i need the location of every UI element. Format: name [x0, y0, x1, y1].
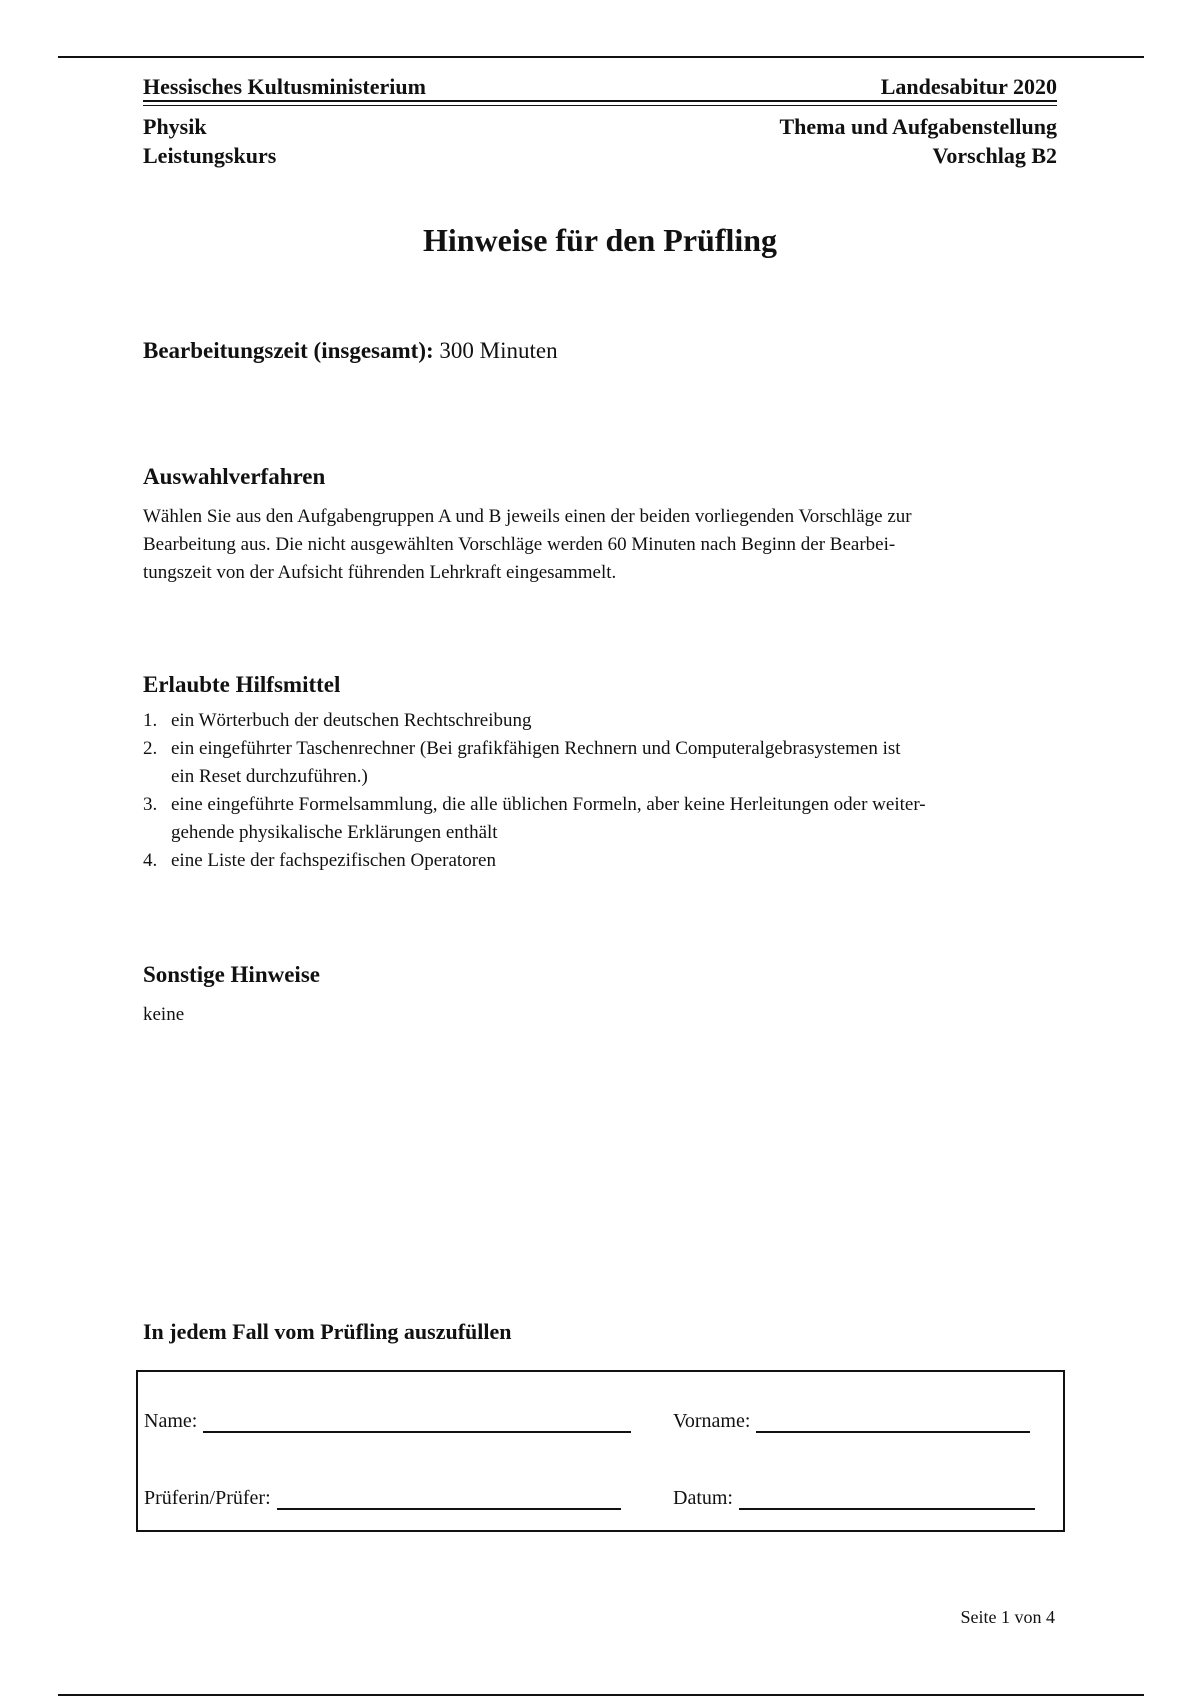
- selection-text: [143, 503, 1063, 587]
- examiner-label: Prüferin/Prüfer:: [144, 1487, 271, 1509]
- name-label: Name:: [144, 1410, 198, 1432]
- course-level: Leistungskurs: [143, 143, 277, 168]
- list-item: [143, 847, 1063, 875]
- date-field[interactable]: [673, 1486, 1035, 1510]
- first-name-field[interactable]: [673, 1409, 1030, 1433]
- list-item: [143, 791, 1063, 847]
- top-edge-line: [58, 56, 1144, 58]
- list-text: [171, 847, 496, 875]
- list-item: [143, 707, 1063, 735]
- ministry-name: Hessisches Kultusministerium: [143, 74, 426, 99]
- document-type: Thema und Aufgabenstellung: [779, 114, 1057, 139]
- header-double-rule: [143, 100, 1057, 106]
- other-notes-text: keine: [143, 1004, 185, 1025]
- name-field[interactable]: [144, 1409, 631, 1433]
- subject-block: [143, 112, 276, 170]
- text-line: eine eingeführte Formelsammlung, die alle üblichen Formeln, aber keine Herleitungen oder weiter-: [171, 794, 926, 815]
- examiner-field[interactable]: [144, 1486, 621, 1510]
- text-line: Wählen Sie aus den Aufgabengruppen A und B jeweils einen der beiden vorliegenden Vorschläge zur: [143, 506, 912, 527]
- page-title: Hinweise für den Prüfling: [422, 222, 778, 258]
- text-line: ein Wörterbuch der deutschen Rechtschreibung: [171, 710, 532, 731]
- subject: Physik: [143, 114, 207, 139]
- name-input-line[interactable]: [203, 1409, 631, 1433]
- working-time-value: 300 Minuten: [439, 338, 558, 363]
- text-line: Bearbeitung aus. Die nicht ausgewählten Vorschläge werden 60 Minuten nach Beginn der Bearbei-: [143, 534, 896, 555]
- aids-heading: Erlaubte Hilfsmittel: [143, 672, 341, 697]
- date-label: Datum:: [673, 1487, 733, 1509]
- list-number: 3.: [143, 794, 158, 815]
- selection-heading: Auswahlverfahren: [143, 464, 326, 489]
- text-line: tungszeit von der Aufsicht führenden Lehrkraft eingesammelt.: [143, 562, 617, 583]
- date-input-line[interactable]: [739, 1486, 1035, 1510]
- bottom-edge-line: [58, 1694, 1144, 1696]
- list-item: [143, 735, 1063, 791]
- list-text: [171, 791, 926, 847]
- first-name-input-line[interactable]: [756, 1409, 1030, 1433]
- examiner-input-line[interactable]: [277, 1486, 621, 1510]
- list-text: [171, 707, 532, 735]
- other-notes-heading: Sonstige Hinweise: [143, 962, 320, 987]
- document-type-block: [779, 112, 1057, 170]
- form-heading: In jedem Fall vom Prüfling auszufüllen: [143, 1319, 512, 1344]
- text-line: ein eingeführter Taschenrechner (Bei grafikfähigen Rechnern und Computeralgebrasystemen ist: [171, 738, 901, 759]
- header-row: [143, 74, 1057, 100]
- first-name-label: Vorname:: [673, 1410, 751, 1432]
- list-text: [171, 735, 901, 791]
- exam-name: Landesabitur 2020: [880, 74, 1057, 99]
- text-line: eine Liste der fachspezifischen Operatoren: [171, 850, 496, 871]
- page-number: Seite 1 von 4: [960, 1607, 1055, 1627]
- list-number: 4.: [143, 850, 158, 871]
- aids-list: [143, 707, 1063, 875]
- text-line: ein Reset durchzuführen.): [171, 766, 368, 787]
- working-time: [143, 338, 558, 364]
- text-line: gehende physikalische Erklärungen enthält: [171, 822, 498, 843]
- list-number: 1.: [143, 710, 158, 731]
- proposal-id: Vorschlag B2: [932, 143, 1057, 168]
- working-time-label: Bearbeitungszeit (insgesamt):: [143, 338, 434, 363]
- list-number: 2.: [143, 738, 158, 759]
- candidate-form: [136, 1370, 1065, 1532]
